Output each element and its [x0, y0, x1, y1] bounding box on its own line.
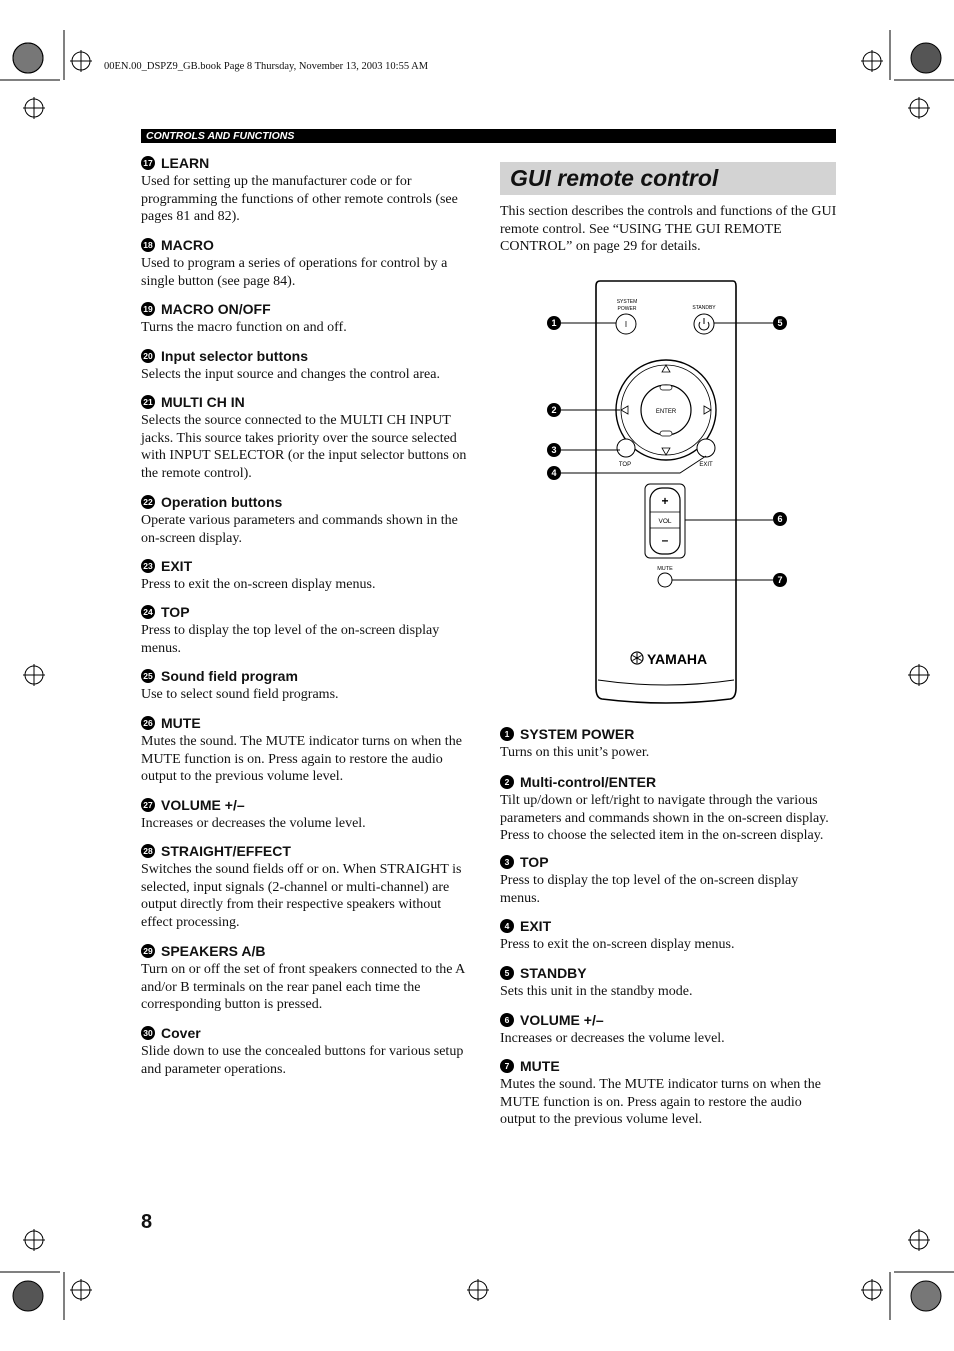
- entry-remote-top: [500, 853, 840, 907]
- entry-title: Sound field program: [161, 668, 298, 684]
- section-bar: [141, 129, 836, 143]
- entry-multi-ch-in: [141, 393, 476, 483]
- page-number: 8: [141, 1211, 153, 1233]
- entry-body: Increases or decreases the volume level.: [500, 1031, 725, 1046]
- remote-illustration: [540, 276, 800, 706]
- entry-title: Operation buttons: [161, 494, 283, 510]
- entry-speakers-ab: [141, 942, 476, 1014]
- exit-label: EXIT: [699, 462, 713, 468]
- callout-7: 7: [773, 573, 787, 587]
- entry-number: 6: [500, 1013, 514, 1027]
- system-power-label-1: SYSTEM: [616, 299, 638, 305]
- entry-body: Press to display the top level of the on-screen display menus.: [141, 623, 440, 656]
- power-symbol: I: [624, 320, 628, 329]
- entry-body: Press to exit the on-screen display menus.: [141, 577, 376, 592]
- file-header: 00EN.00_DSPZ9_GB.book Page 8 Thursday, November 13, 2003 10:55 AM: [104, 61, 429, 72]
- entry-remote-exit: [500, 917, 840, 954]
- entry-body: Selects the source connected to the MULTI CH INPUT jacks. This source takes priority over the source selected with INPUT SELECTOR (or the input selector buttons on the remote control).: [141, 413, 467, 482]
- entry-title: MUTE: [520, 1058, 560, 1074]
- entry-body: Turn on or off the set of front speakers connected to the A and/or B terminals on the rear panel each time the corresponding button is pressed.: [141, 962, 465, 1013]
- system-power-label-2: POWER: [617, 306, 637, 312]
- entry-title: MACRO: [161, 237, 214, 253]
- vol-label: VOL: [658, 518, 672, 525]
- entry-body: Selects the input source and changes the control area.: [141, 367, 440, 382]
- entry-number: 30: [141, 1026, 155, 1040]
- entry-number: 4: [500, 919, 514, 933]
- entry-mute: [141, 714, 476, 786]
- callout-5: 5: [773, 316, 787, 330]
- entry-number: 22: [141, 495, 155, 509]
- entry-body: Slide down to use the concealed buttons for various setup and parameter operations.: [141, 1044, 464, 1077]
- entry-title: SPEAKERS A/B: [161, 943, 266, 959]
- entry-title: VOLUME +/–: [161, 797, 245, 813]
- top-label: TOP: [618, 462, 632, 468]
- callout-1: 1: [547, 316, 561, 330]
- vol-minus: –: [661, 533, 669, 547]
- gui-intro: This section describes the controls and functions of the GUI remote control. See “USING THE GUI REMOTE CONTROL” on page 29 for details.: [500, 204, 837, 255]
- entry-number: 20: [141, 349, 155, 363]
- enter-label: ENTER: [655, 409, 677, 415]
- entry-title: STANDBY: [520, 965, 587, 981]
- callout-2: 2: [547, 403, 561, 417]
- gui-title: GUI remote control: [510, 165, 719, 191]
- entry-multi-control: [500, 773, 840, 845]
- entry-number: 7: [500, 1059, 514, 1073]
- mute-label: MUTE: [657, 566, 673, 572]
- entry-body: Operate various parameters and commands shown in the on-screen display.: [141, 513, 458, 546]
- entry-number: 1: [500, 727, 514, 741]
- standby-label: STANDBY: [692, 305, 716, 311]
- entry-learn: [141, 154, 476, 226]
- entry-input-selector: [141, 347, 476, 384]
- entry-exit: [141, 557, 476, 594]
- entry-macro: [141, 236, 476, 290]
- section-label: CONTROLS AND FUNCTIONS: [146, 130, 295, 142]
- entry-number: 3: [500, 855, 514, 869]
- vol-plus: +: [661, 494, 669, 508]
- entry-volume: [141, 796, 476, 833]
- entry-title: LEARN: [161, 155, 210, 171]
- entry-body: Increases or decreases the volume level.: [141, 816, 366, 831]
- entry-number: 17: [141, 156, 155, 170]
- entry-number: 23: [141, 559, 155, 573]
- entry-body: Tilt up/down or left/right to navigate through the various parameters and commands shown in the on-screen display. Press to choose the selected item in the on-screen display.: [500, 793, 829, 844]
- entry-body: Press to exit the on-screen display menus.: [500, 937, 735, 952]
- entry-title: TOP: [161, 604, 190, 620]
- gui-title-box: [500, 162, 836, 195]
- entry-number: 19: [141, 302, 155, 316]
- entry-body: Used for setting up the manufacturer code or for programming the functions of other remote controls (see pages 81 and 82).: [141, 174, 458, 225]
- callout-4: 4: [547, 466, 561, 480]
- entry-body: Switches the sound fields off or on. When STRAIGHT is selected, input signals (2-channel or multi-channel) are output directly from their respective speakers without effect processing.: [141, 862, 462, 931]
- entry-macro-on-off: [141, 300, 476, 337]
- entry-number: 26: [141, 716, 155, 730]
- entry-title: SYSTEM POWER: [520, 726, 635, 742]
- yamaha-logo-icon: [631, 652, 643, 664]
- entry-number: 25: [141, 669, 155, 683]
- entry-number: 21: [141, 395, 155, 409]
- entry-straight-effect: [141, 842, 476, 932]
- entry-title: TOP: [520, 854, 549, 870]
- entry-body: Used to program a series of operations for control by a single button (see page 84).: [141, 256, 448, 289]
- entry-operation-buttons: [141, 493, 476, 547]
- entry-remote-volume: [500, 1011, 840, 1048]
- exit-button[interactable]: [697, 439, 715, 457]
- entry-number: 29: [141, 944, 155, 958]
- callout-3: 3: [547, 443, 561, 457]
- entry-title: Cover: [161, 1025, 201, 1041]
- top-button[interactable]: [617, 439, 635, 457]
- entry-top: [141, 603, 476, 657]
- entry-sound-field-program: [141, 667, 476, 704]
- entry-number: 24: [141, 605, 155, 619]
- entry-system-power: [500, 725, 840, 762]
- entry-body: Press to display the top level of the on-screen display menus.: [500, 873, 799, 906]
- entry-standby: [500, 964, 840, 1001]
- entry-body: Use to select sound field programs.: [141, 687, 339, 702]
- entry-number: 18: [141, 238, 155, 252]
- entry-number: 27: [141, 798, 155, 812]
- entry-number: 5: [500, 966, 514, 980]
- entry-title: MUTE: [161, 715, 201, 731]
- entry-title: EXIT: [520, 918, 552, 934]
- entry-number: 2: [500, 775, 514, 789]
- entry-title: VOLUME +/–: [520, 1012, 604, 1028]
- entry-body: Mutes the sound. The MUTE indicator turns on when the MUTE function is on. Press again to restore the audio output to the previous volume level.: [141, 734, 462, 785]
- entry-body: Turns the macro function on and off.: [141, 320, 347, 335]
- entry-title: Multi-control/ENTER: [520, 774, 657, 790]
- entry-title: Input selector buttons: [161, 348, 308, 364]
- brand-label: YAMAHA: [647, 651, 708, 667]
- mute-button[interactable]: [658, 573, 672, 587]
- entry-number: 28: [141, 844, 155, 858]
- entry-title: EXIT: [161, 558, 193, 574]
- callout-6: 6: [773, 512, 787, 526]
- entry-remote-mute: [500, 1057, 840, 1129]
- entry-body: Sets this unit in the standby mode.: [500, 984, 693, 999]
- entry-body: Turns on this unit’s power.: [500, 745, 650, 760]
- entry-body: Mutes the sound. The MUTE indicator turns on when the MUTE function is on. Press again to restore the audio output to the previous volume level.: [500, 1077, 821, 1128]
- entry-title: MACRO ON/OFF: [161, 301, 271, 317]
- entry-title: STRAIGHT/EFFECT: [161, 843, 291, 859]
- entry-cover: [141, 1024, 476, 1078]
- entry-title: MULTI CH IN: [161, 394, 245, 410]
